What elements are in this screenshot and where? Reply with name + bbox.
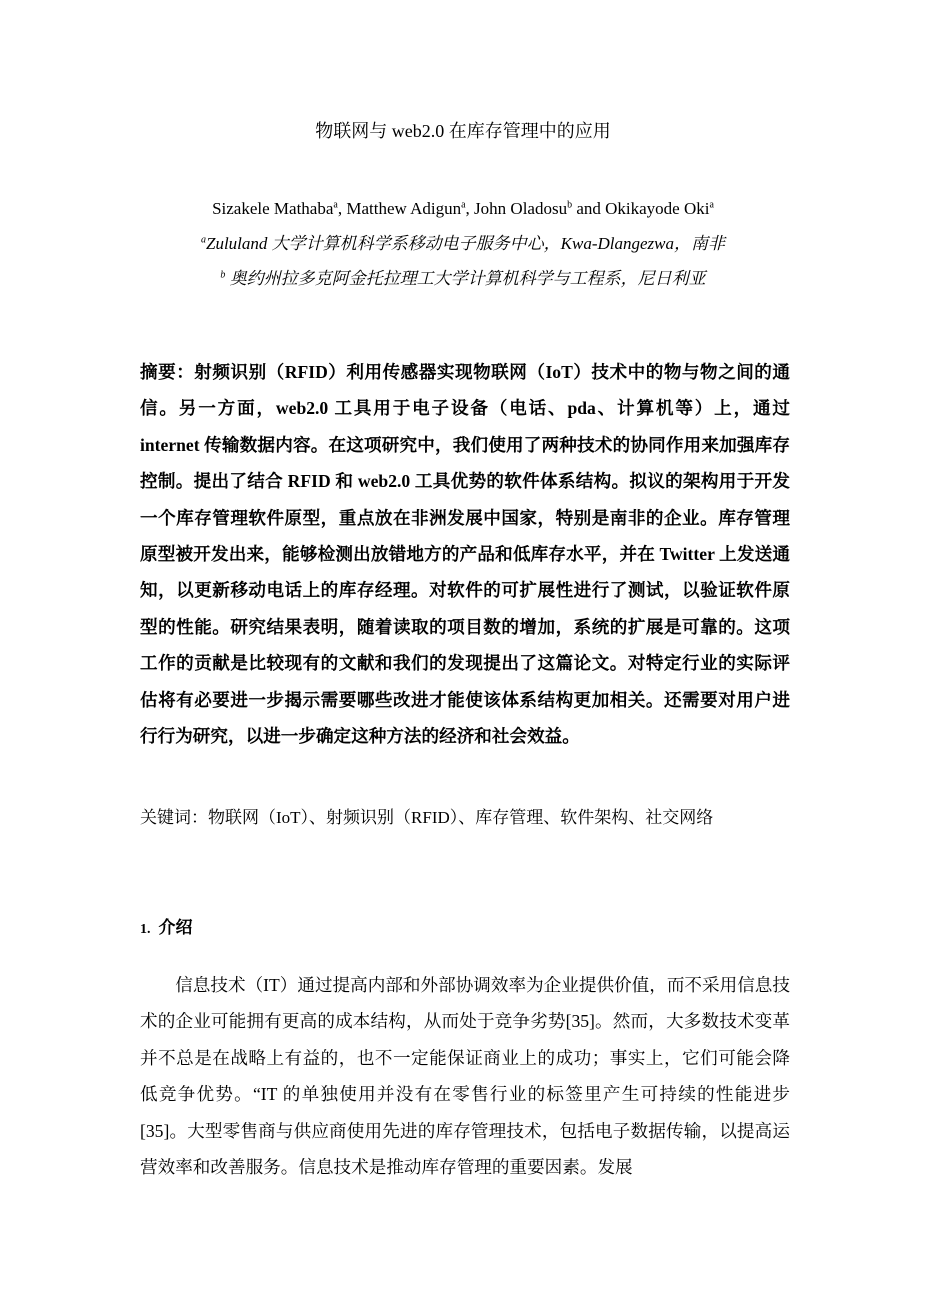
affiliation-text: 奥约州拉多克阿金托拉理工大学计算机科学与工程系，尼日利亚 (225, 269, 706, 288)
author-name: John Oladosu (474, 199, 568, 218)
author-separator: , (337, 199, 347, 218)
author-list (0, 196, 926, 222)
paper-title: 物联网与 web2.0 在库存管理中的应用 (315, 121, 611, 141)
abstract: 摘要：射频识别（RFID）利用传感器实现物联网（IoT）技术中的物与物之间的通信。另一方面，web2.0 工具用于电子设备（电话、pda、计算机等）上，通过 internet 传输数据内容。在这项研究中，我们使用了两种技术的协同作用来加强库存控制。提出了结合 RFID 和 web2.0 工具优势的软件体系结构。拟议的架构用于开发一个库存管理软件原型，重点放在非洲发展中国家，特别是南非的企业。库存管理原型被开发出来，能够检测出放错地方的产品和低库存水平，并在 Twitter 上发送通知，以更新移动电话上的库存经理。对软件的可扩展性进行了测试，以验证软件原型的性能。研究结果表明，随着读取的项目数的增加，系统的扩展是可靠的。这项工作的贡献是比较现有的文献和我们的发现提出了这篇论文。对特定行业的实际评估将有必要进一步揭示需要哪些改进才能使该体系结构更加相关。还需要对用户进行行为研究，以进一步确定这种方法的经济和社会效益。 (140, 362, 790, 747)
author-name: Okikayode Oki (605, 199, 710, 218)
affiliation-a (0, 231, 926, 257)
affiliation-text: Zululand 大学计算机科学系移动电子服务中心，Kwa-Dlangezwa，南非 (206, 234, 725, 253)
affiliation-mark: b (567, 199, 573, 211)
affiliation-mark: a (709, 199, 714, 211)
author-separator: and (572, 199, 606, 218)
section-title: 介绍 (158, 918, 193, 937)
affiliation-mark: a (461, 199, 466, 211)
affiliation-b (0, 266, 926, 292)
section-number: 1. (140, 922, 151, 937)
author-name: Matthew Adigun (346, 199, 462, 218)
affiliation-mark: a (201, 234, 206, 246)
affiliation-mark: a (333, 199, 338, 211)
keywords: 关键词：物联网（IoT）、射频识别（RFID）、库存管理、软件架构、社交网络 (140, 808, 714, 827)
affiliation-mark: b (220, 269, 226, 281)
body-paragraph: 信息技术（IT）通过提高内部和外部协调效率为企业提供价值，而不采用信息技术的企业可能拥有更高的成本结构，从而处于竞争劣势[35]。然而，大多数技术变革并不总是在战略上有益的，也不一定能保证商业上的成功；事实上，它们可能会降低竞争优势。“IT 的单独使用并没有在零售行业的标签里产生可持续的性能进步[35]。大型零售商与供应商使用先进的库存管理技术，包括电子数据传输，以提高运营效率和改善服务。信息技术是推动库存管理的重要因素。发展 (140, 975, 790, 1178)
author-separator: , (465, 199, 475, 218)
section-heading (140, 914, 193, 944)
author-name: Sizakele Mathaba (212, 199, 334, 218)
